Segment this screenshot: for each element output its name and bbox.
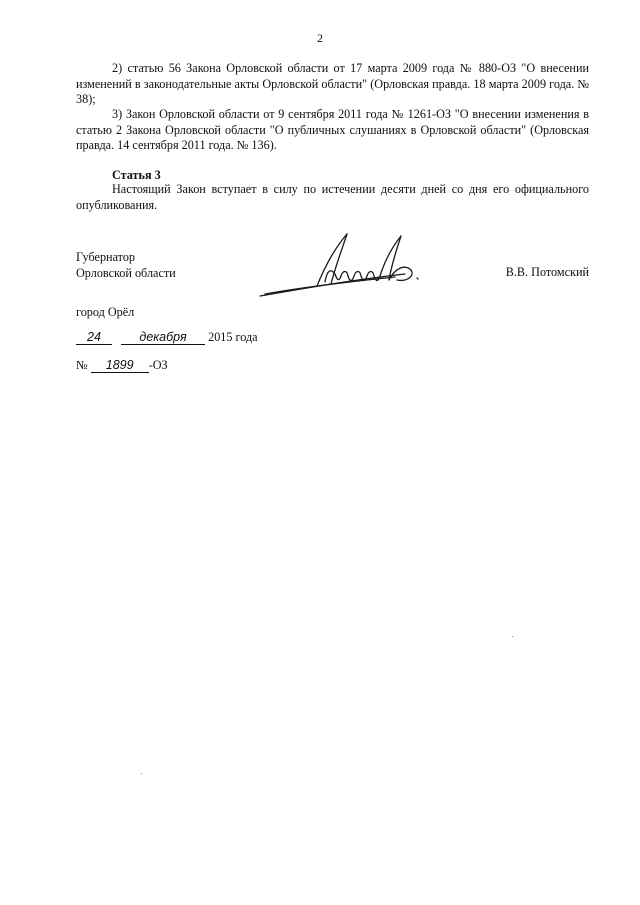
governor-name: В.В. Потомский: [505, 265, 589, 279]
date-line: [76, 330, 258, 345]
governor-title: [76, 250, 176, 281]
date-year: 2015 года: [208, 330, 258, 344]
paragraph-item-2: 2) статью 56 Закона Орловской области от 17 марта 2009 года № 880-ОЗ "О внесении изменений в законодательные акты Орловской области" (Орловская правда. 18 марта 2009 года. № 38);: [76, 61, 589, 107]
governor-title-line2: Орловской области: [76, 265, 176, 280]
article-3-heading: Статья 3: [112, 168, 161, 182]
law-number-line: [76, 358, 168, 373]
law-number: 1899: [91, 359, 149, 373]
date-day: 24: [76, 331, 112, 345]
scan-speck: [512, 636, 513, 637]
article-3-text: Настоящий Закон вступает в силу по истечении десяти дней со дня его официального опубликования.: [76, 182, 589, 212]
date-month: декабря: [121, 331, 205, 345]
page-number: 2: [317, 31, 323, 45]
governor-title-line1: Губернатор: [76, 250, 136, 264]
number-suffix: -ОЗ: [148, 358, 168, 372]
city-line: город Орёл: [76, 305, 135, 319]
handwritten-signature: [255, 230, 425, 302]
number-prefix: №: [76, 358, 88, 372]
paragraph-item-3: 3) Закон Орловской области от 9 сентября 2011 года № 1261-ОЗ "О внесении изменения в статью 2 Закона Орловской области "О публичных слушаниях в Орловской области" (Орловская правда. 14 сентября 2011 года. № 136).: [76, 107, 589, 153]
scan-speck: [141, 773, 142, 774]
